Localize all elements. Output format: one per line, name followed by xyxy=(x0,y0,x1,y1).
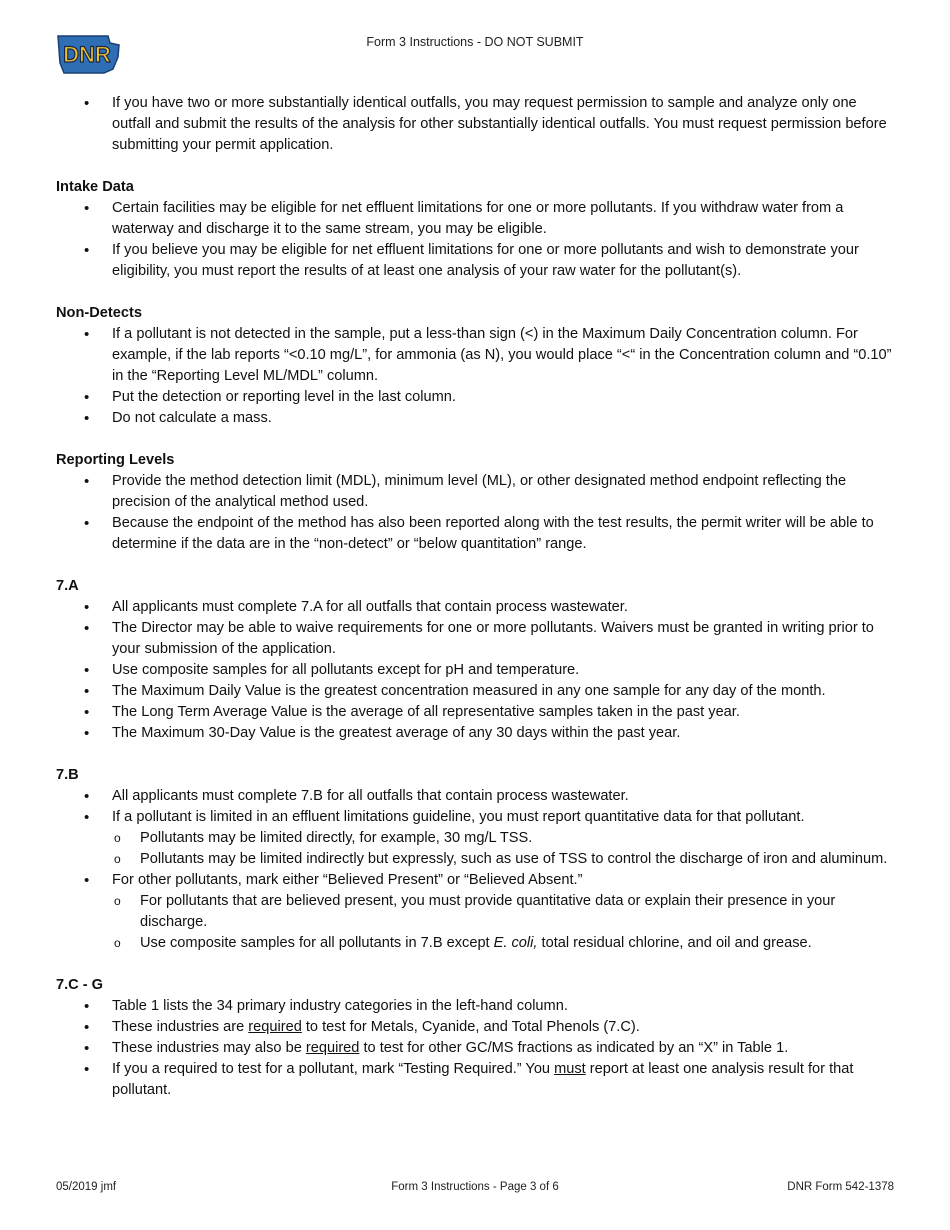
text-run-underlined: required xyxy=(305,1040,360,1056)
list-item: • Use composite samples for all pollutants except for pH and temperature. xyxy=(56,660,896,681)
list-item xyxy=(56,1059,896,1101)
section-non-detects xyxy=(56,303,896,429)
sub-list xyxy=(112,828,896,870)
text-run: to test for other GC/MS fractions as indicated by an “X” in Table 1. xyxy=(359,1040,789,1056)
section-heading: Reporting Levels xyxy=(56,452,175,468)
document-body xyxy=(56,93,896,1122)
list-item xyxy=(56,807,896,870)
list-item xyxy=(56,1038,896,1059)
section-7b xyxy=(56,765,896,954)
section-reporting-levels xyxy=(56,450,896,555)
sub-list-item xyxy=(112,933,896,954)
text-run: Use composite samples for all pollutants in 7.B except xyxy=(140,935,494,951)
text-run: to test for Metals, Cyanide, and Total Phenols (7.C). xyxy=(301,1019,640,1035)
list-item: • Certain facilities may be eligible for net effluent limitations for one or more pollutants. If you withdraw water from a waterway and discharge it to the same stream, you may be eligible. xyxy=(56,198,896,240)
list-item: • All applicants must complete 7.B for all outfalls that contain process wastewater. xyxy=(56,786,896,807)
list-item: • Table 1 lists the 34 primary industry categories in the left-hand column. xyxy=(56,996,896,1017)
dnr-logo-text: DNR xyxy=(63,42,111,67)
text-run-italic: E. coli, xyxy=(493,935,538,951)
section-intro xyxy=(56,93,896,156)
list-item: • The Director may be able to waive requirements for one or more pollutants. Waivers must be granted in writing prior to your submission of the application. xyxy=(56,618,896,660)
section-intake-data xyxy=(56,177,896,282)
text-run: These industries are xyxy=(112,1019,249,1035)
footer-page-number: Form 3 Instructions - Page 3 of 6 xyxy=(391,1181,559,1193)
footer-date: 05/2019 jmf xyxy=(56,1181,117,1193)
list-item: • If you have two or more substantially identical outfalls, you may request permission to sample and analyze only one outfall and submit the results of the analysis for other substantially identical outfalls. You must request permission before submitting your permit application. xyxy=(56,93,896,156)
list-item-text: For other pollutants, mark either “Believed Present” or “Believed Absent.” xyxy=(112,872,583,888)
text-run-underlined: required xyxy=(248,1019,302,1035)
list-item xyxy=(56,870,896,954)
footer-form-number: DNR Form 542-1378 xyxy=(787,1181,894,1193)
list-item: • If you believe you may be eligible for net effluent limitations for one or more pollutants and wish to demonstrate your eligibility, you must report the results of at least one analysis of your raw water for the pollutant(s). xyxy=(56,240,896,282)
list-item-text: If a pollutant is limited in an effluent limitations guideline, you must report quantitative data for that pollutant. xyxy=(112,809,805,825)
list-item: • If a pollutant is not detected in the sample, put a less-than sign (<) in the Maximum Daily Concentration column. For example, if the lab reports “<0.10 mg/L”, for ammonia (as N), you would place “<“ in the Concentration column and “0.10” in the “Reporting Level ML/MDL” column. xyxy=(56,324,896,387)
section-7a xyxy=(56,576,896,744)
section-7c-g xyxy=(56,975,896,1101)
list-item: • Because the endpoint of the method has also been reported along with the test results, the permit writer will be able to determine if the data are in the “non-detect” or “below quantitation” range. xyxy=(56,513,896,555)
section-heading: Intake Data xyxy=(56,179,134,195)
text-run: If you a required to test for a pollutant, mark “Testing Required.” You xyxy=(112,1061,555,1077)
text-run: report at least one analysis result for that pollutant. xyxy=(112,1061,854,1098)
text-run-underlined: must xyxy=(554,1061,586,1077)
list-item: • Put the detection or reporting level in the last column. xyxy=(56,387,896,408)
list-item: • The Long Term Average Value is the average of all representative samples taken in the past year. xyxy=(56,702,896,723)
sub-list-item: o For pollutants that are believed present, you must provide quantitative data or explain their presence in your discharge. xyxy=(112,891,896,933)
list-item xyxy=(56,1017,896,1038)
sub-list-item: o Pollutants may be limited directly, for example, 30 mg/L TSS. xyxy=(112,828,896,849)
list-item: • The Maximum Daily Value is the greatest concentration measured in any one sample for any day of the month. xyxy=(56,681,896,702)
section-heading: 7.B xyxy=(56,767,79,783)
page-header-title: Form 3 Instructions - DO NOT SUBMIT xyxy=(366,35,584,49)
list-item: • Provide the method detection limit (MDL), minimum level (ML), or other designated method endpoint reflecting the precision of the analytical method used. xyxy=(56,471,896,513)
section-heading: 7.C - G xyxy=(56,977,104,993)
list-item: • The Maximum 30-Day Value is the greatest average of any 30 days within the past year. xyxy=(56,723,896,744)
text-run: total residual chlorine, and oil and grease. xyxy=(537,935,812,951)
section-heading: 7.A xyxy=(56,578,79,594)
section-heading: Non-Detects xyxy=(56,305,142,321)
sub-list xyxy=(112,891,896,954)
list-item: • Do not calculate a mass. xyxy=(56,408,896,429)
list-item: • All applicants must complete 7.A for all outfalls that contain process wastewater. xyxy=(56,597,896,618)
text-run: These industries may also be xyxy=(112,1040,306,1056)
sub-list-item: o Pollutants may be limited indirectly but expressly, such as use of TSS to control the discharge of iron and aluminum. xyxy=(112,849,896,870)
